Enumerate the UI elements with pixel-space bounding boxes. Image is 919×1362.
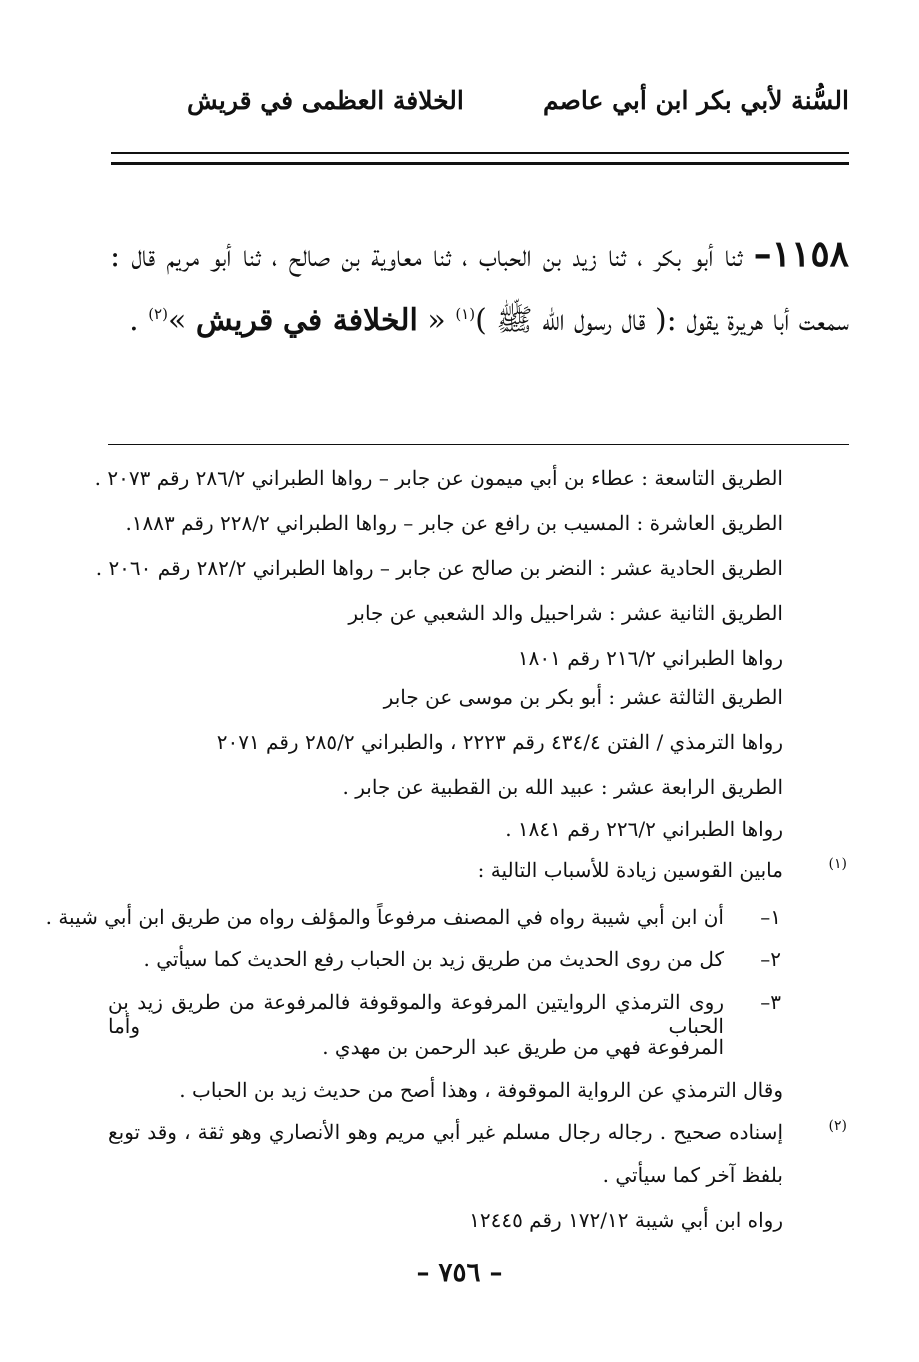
footnote-1-item-number: ٢–: [760, 947, 781, 971]
footnote-1-item-text: روى الترمذي الروايتين المرفوعة والموقوفة فالمرفوعة من طريق زيد بن الحباب وأما: [108, 990, 724, 1038]
path-line: رواها الترمذي / الفتن ٤٣٤/٤ رقم ٢٢٢٣ ، والطبراني ٢٨٥/٢ رقم ٢٠٧١: [216, 730, 783, 754]
footnote-2-line3: رواه ابن أبي شيبة ١٧٢/١٢ رقم ١٢٤٤٥: [469, 1208, 783, 1232]
book-title: السُّنة لأبي بكر ابن أبي عاصم: [542, 86, 849, 115]
footnote-1-mark: (١): [828, 856, 847, 872]
hadith-quote-part2: قريش: [195, 303, 274, 338]
hadith-end: .: [129, 303, 149, 338]
path-line: الطريق الثالثة عشر : أبو بكر بن موسى عن جابر: [383, 685, 783, 709]
quote-open: «: [417, 303, 456, 338]
footnote-1-item-number: ١–: [760, 905, 781, 929]
footnote-1-intro: مابين القوسين زيادة للأسباب التالية :: [477, 858, 783, 882]
quote-close: »: [167, 303, 196, 338]
footnote-2-mark: (٢): [828, 1118, 847, 1134]
chapter-title: الخلافة العظمى في قريش: [187, 86, 464, 115]
footnote-2-line2: بلفظ آخر كما سيأتي .: [602, 1163, 783, 1187]
path-line: الطريق الثانية عشر : شراحبيل والد الشعبي عن جابر: [348, 601, 783, 625]
footnote-1-closing: وقال الترمذي عن الرواية الموقوفة ، وهذا أصح من حديث زيد بن الحباب .: [179, 1078, 783, 1102]
header-rule-top: [111, 152, 849, 154]
hadith-number: ١١٥٨–: [753, 233, 849, 275]
path-line: الطريق الحادية عشر : النضر بن صالح عن جابر – رواها الطبراني ٢٨٢/٢ رقم ٢٠٦٠ .: [95, 556, 783, 580]
header-rule-bottom: [111, 162, 849, 165]
footnote-ref-2: (٢): [148, 305, 168, 323]
hadith-text: [110, 222, 849, 353]
footnote-1-item-text: أن ابن أبي شيبة رواه في المصنف مرفوعاً والمؤلف رواه من طريق ابن أبي شيبة .: [45, 905, 724, 929]
path-line: الطريق العاشرة : المسيب بن رافع عن جابر – رواها الطبراني ٢٢٨/٢ رقم ١٨٨٣.: [125, 511, 783, 535]
footnote-1-item-number: ٣–: [760, 990, 781, 1014]
hadith-line2: مريم قال : سمعت أبا هريرة يقول :( قال رسول الله ﷺ ): [110, 239, 849, 338]
path-line: رواها الطبراني ٢٢٦/٢ رقم ١٨٤١ .: [505, 817, 783, 841]
footnote-separator: [108, 444, 849, 445]
footnote-2-line1: إسناده صحيح . رجاله رجال مسلم غير أبي مريم وهو الأنصاري وهو ثقة ، وقد توبع: [108, 1120, 783, 1144]
page-number: – ٧٥٦ –: [416, 1258, 503, 1288]
footnote-ref-1: (١): [455, 305, 476, 323]
footnote-1-item-text-continued: المرفوعة فهي من طريق عبد الرحمن بن مهدي .: [322, 1035, 724, 1059]
hadith-line1: ثنا أبو بكر ، ثنا زيد بن الحباب ، ثنا معاوية بن صالح ، ثنا أبو: [210, 239, 754, 274]
footnote-1-item-text: كل من روى الحديث من طريق زيد بن الحباب رفع الحديث كما سيأتي .: [143, 947, 724, 971]
path-line: الطريق التاسعة : عطاء بن أبي ميمون عن جابر – رواها الطبراني ٢٨٦/٢ رقم ٢٠٧٣ .: [94, 466, 783, 490]
path-line: رواها الطبراني ٢١٦/٢ رقم ١٨٠١: [517, 646, 783, 670]
path-line: الطريق الرابعة عشر : عبيد الله بن القطبية عن جابر .: [342, 775, 783, 799]
hadith-quote-part1: الخلافة في: [282, 303, 418, 338]
